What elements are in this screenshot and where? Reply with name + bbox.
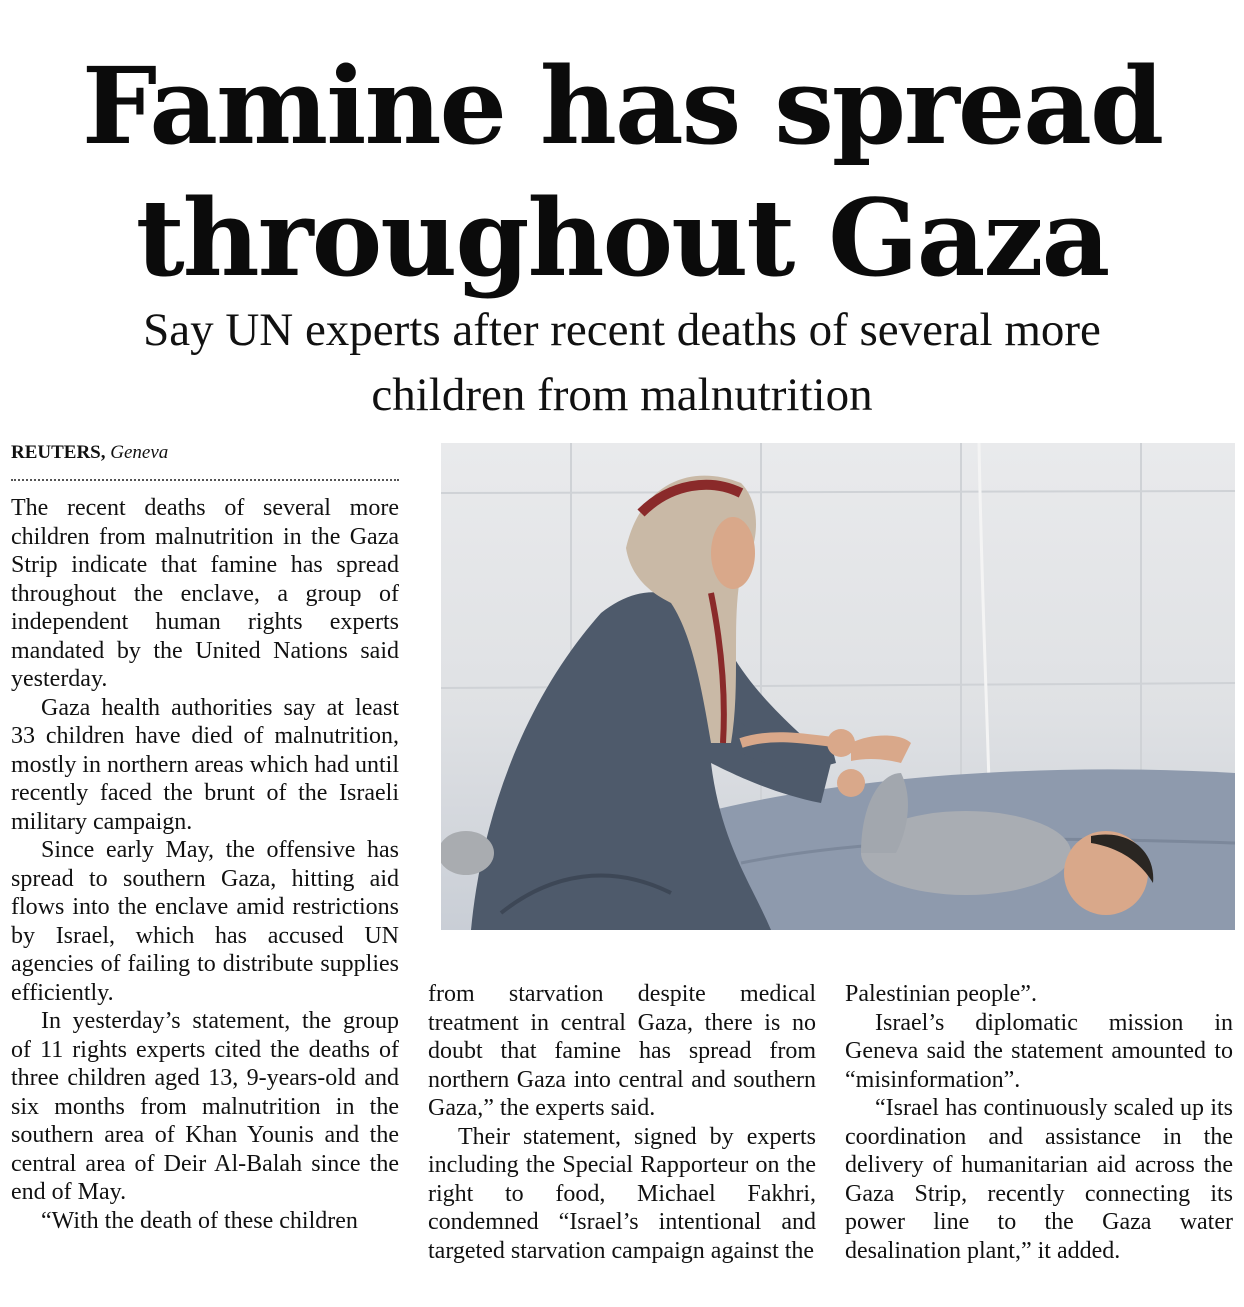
subheadline-line-1: Say UN experts after recent deaths of several more — [143, 304, 1101, 356]
byline-agency: REUTERS, — [11, 442, 106, 463]
iv-tube — [979, 443, 989, 783]
byline — [11, 440, 399, 466]
subheadline-line-2: children from malnutrition — [371, 369, 873, 421]
paragraph-1: The recent deaths of several more children from malnutrition in the Gaza Strip indicate that famine has spread throughout the enclave, a group of independent human rights experts mandated by the United Nations said yesterday. — [11, 495, 399, 692]
subheadline — [0, 298, 1244, 428]
paragraph-8: “Israel has continuously scaled up its coordination and assistance in the delivery of humanitarian aid across the Gaza Strip, recently connecting its power line to the Gaza water desalination plant,” it added. — [845, 1095, 1233, 1264]
headline-line-1: Famine has spread — [81, 43, 1163, 168]
article-column-1 — [11, 494, 399, 1235]
child-feet — [851, 736, 911, 764]
byline-location: Geneva — [110, 442, 169, 463]
mother-face — [711, 517, 755, 589]
byline-divider — [11, 479, 399, 481]
paragraph-6-continued: Palestinian people”. — [845, 981, 1037, 1007]
paragraph-5-start: “With the death of these children — [41, 1207, 358, 1234]
paragraph-4: In yesterday’s statement, the group of 11 rights experts cited the deaths of three children aged 13, 9-years-old and six months from malnutrition in the southern area of Khan Younis and the central area of Deir Al-Balah since the end of May. — [11, 1008, 399, 1205]
photo-illustration — [441, 443, 1235, 930]
article-column-2 — [428, 980, 816, 1265]
paragraph-5-continued: from starvation despite medical treatment in central Gaza, there is no doubt that famine has spread from northern Gaza into central and southern Gaza,” the experts said. — [428, 981, 816, 1121]
paragraph-2: Gaza health authorities say at least 33 children have died of malnutrition, mostly in northern areas which had until recently faced the brunt of the Israeli military campaign. — [11, 694, 399, 835]
news-photo — [441, 443, 1235, 930]
article-column-3 — [845, 980, 1233, 1265]
headline-line-2: throughout Gaza — [135, 175, 1109, 300]
headline — [0, 40, 1244, 304]
paragraph-7: Israel’s diplomatic mission in Geneva said the statement amounted to “misinformation”. — [845, 1009, 1233, 1093]
paragraph-6-start: Their statement, signed by experts including the Special Rapporteur on the right to food, Michael Fakhri, condemned “Israel’s intentional and targeted starvation campaign against the — [428, 1123, 816, 1264]
paragraph-3: Since early May, the offensive has spread to southern Gaza, hitting aid flows into the enclave amid restrictions by Israel, which has accused UN agencies of failing to distribute supplies efficiently. — [11, 837, 399, 1006]
